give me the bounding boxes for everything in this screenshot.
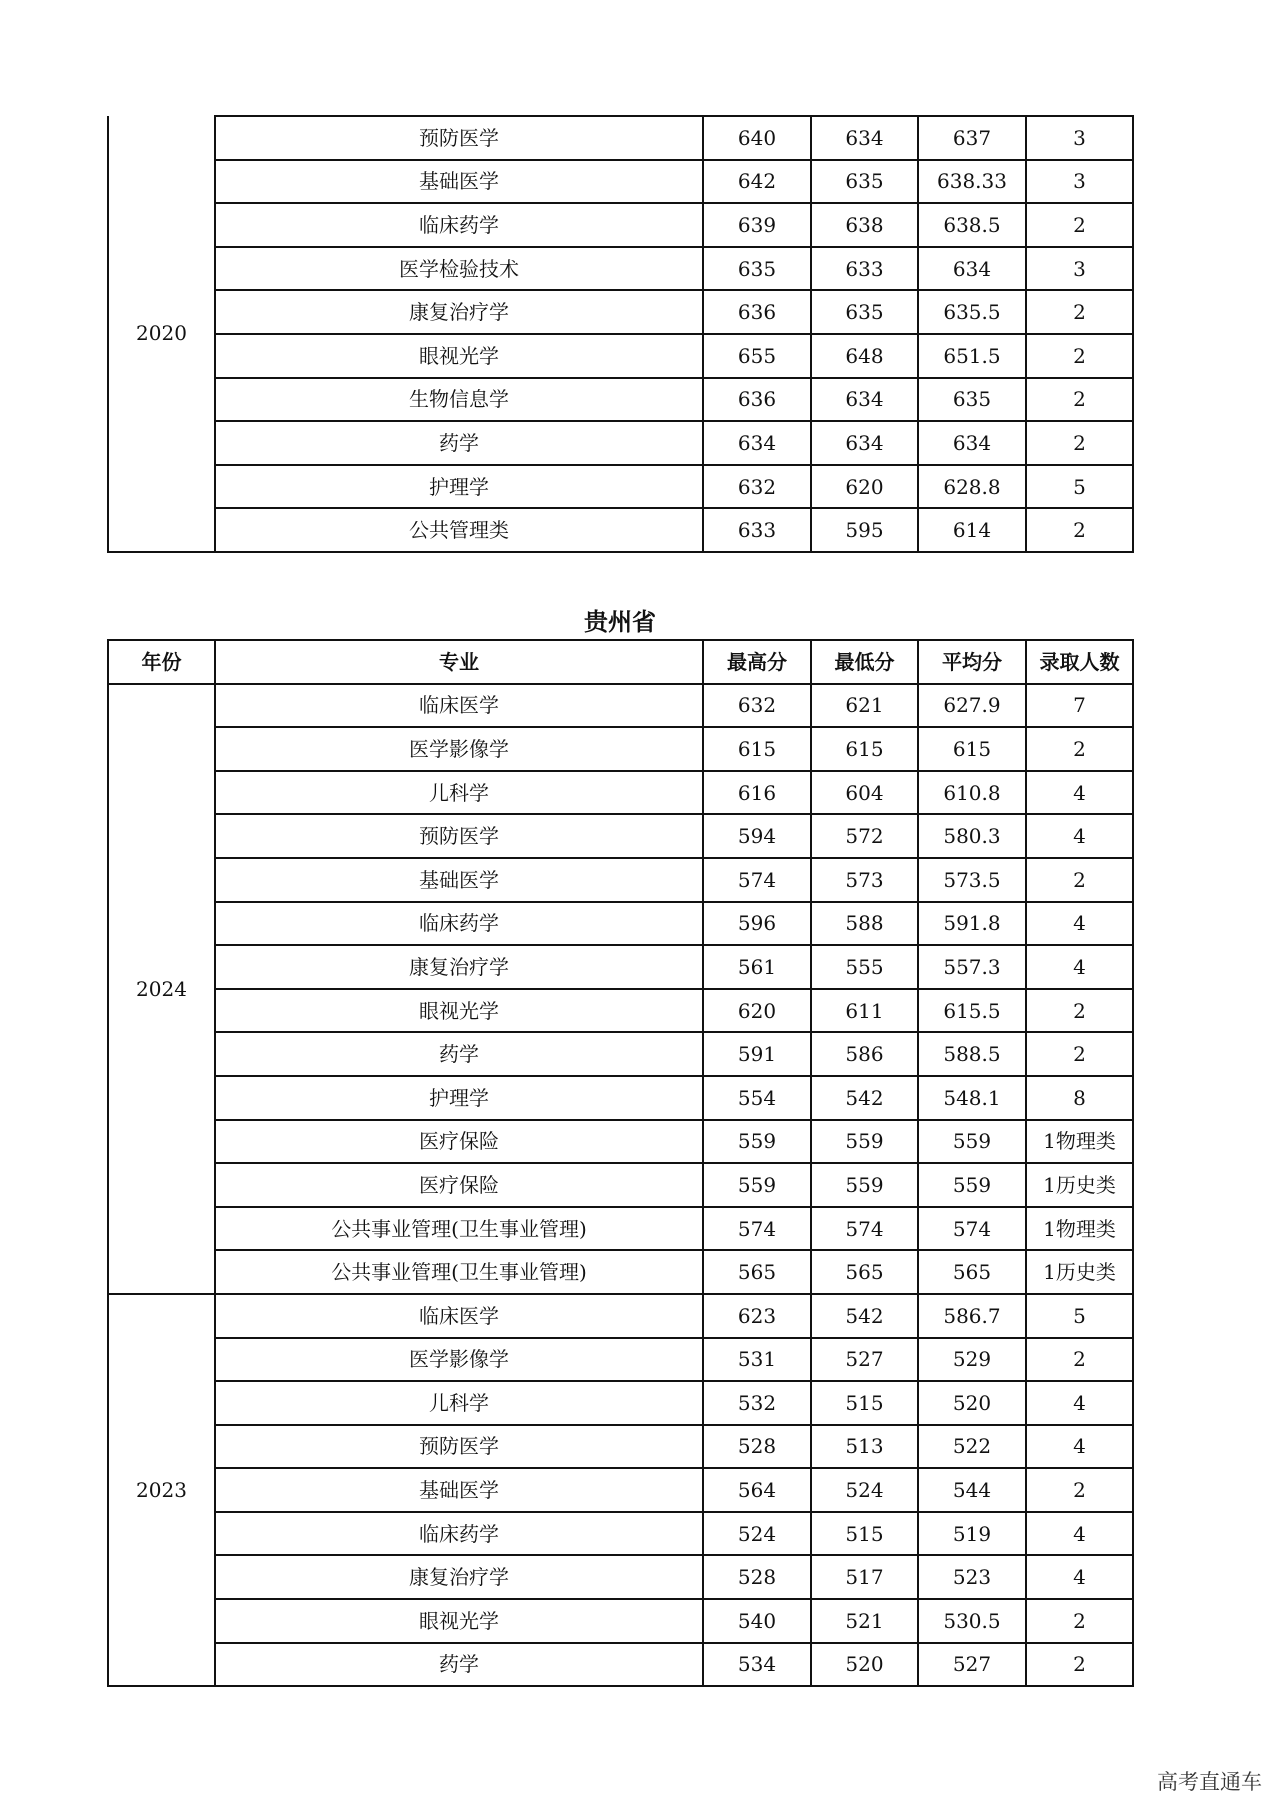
cell-major: 药学: [215, 421, 703, 465]
table-row: [108, 203, 1133, 247]
table-row: [108, 771, 1133, 815]
table-row: [108, 290, 1133, 334]
cell-max-score: 620: [703, 989, 811, 1033]
cell-min-score: 527: [811, 1338, 918, 1382]
cell-max-score: 633: [703, 508, 811, 552]
cell-max-score: 635: [703, 247, 811, 291]
header-max-score: 最高分: [703, 640, 811, 684]
cell-avg-score: 627.9: [918, 684, 1026, 728]
cell-admitted-count: 4: [1026, 771, 1133, 815]
cell-avg-score: 615: [918, 727, 1026, 771]
cell-min-score: 515: [811, 1381, 918, 1425]
cell-major: 公共事业管理(卫生事业管理): [215, 1250, 703, 1294]
cell-avg-score: 586.7: [918, 1294, 1026, 1338]
cell-min-score: 635: [811, 160, 918, 204]
table-row: [108, 1338, 1133, 1382]
cell-avg-score: 527: [918, 1643, 1026, 1687]
cell-min-score: 648: [811, 334, 918, 378]
cell-major: 临床药学: [215, 203, 703, 247]
cell-min-score: 573: [811, 858, 918, 902]
table-row: [108, 1643, 1133, 1687]
cell-major: 医疗保险: [215, 1120, 703, 1164]
cell-admitted-count: 2: [1026, 1032, 1133, 1076]
section-title: 贵州省: [584, 608, 656, 636]
table-row: [108, 1425, 1133, 1469]
cell-avg-score: 580.3: [918, 814, 1026, 858]
cell-avg-score: 591.8: [918, 902, 1026, 946]
cell-admitted-count: 5: [1026, 465, 1133, 509]
cell-max-score: 565: [703, 1250, 811, 1294]
cell-min-score: 572: [811, 814, 918, 858]
cell-major: 眼视光学: [215, 334, 703, 378]
cell-max-score: 615: [703, 727, 811, 771]
table-row: [108, 1250, 1133, 1294]
cell-admitted-count: 4: [1026, 814, 1133, 858]
cell-admitted-count: 4: [1026, 945, 1133, 989]
cell-admitted-count: 2: [1026, 1599, 1133, 1643]
cell-major: 眼视光学: [215, 1599, 703, 1643]
cell-major: 预防医学: [215, 116, 703, 160]
cell-max-score: 532: [703, 1381, 811, 1425]
cell-major: 医学影像学: [215, 727, 703, 771]
cell-avg-score: 559: [918, 1120, 1026, 1164]
cell-avg-score: 588.5: [918, 1032, 1026, 1076]
cell-admitted-count: 2: [1026, 203, 1133, 247]
cell-max-score: 559: [703, 1120, 811, 1164]
cell-major: 医学检验技术: [215, 247, 703, 291]
cell-admitted-count: 2: [1026, 858, 1133, 902]
header-major: 专业: [215, 640, 703, 684]
header-year: 年份: [108, 640, 215, 684]
watermark: 高考直通车: [1157, 1770, 1262, 1794]
cell-min-score: 611: [811, 989, 918, 1033]
cell-major: 临床药学: [215, 1512, 703, 1556]
cell-max-score: 594: [703, 814, 811, 858]
cell-min-score: 604: [811, 771, 918, 815]
cell-avg-score: 557.3: [918, 945, 1026, 989]
cell-min-score: 634: [811, 116, 918, 160]
cell-avg-score: 635: [918, 378, 1026, 422]
cell-admitted-count: 1物理类: [1026, 1120, 1133, 1164]
table-row: [108, 902, 1133, 946]
cell-min-score: 634: [811, 378, 918, 422]
cell-major: 临床药学: [215, 902, 703, 946]
cell-admitted-count: 2: [1026, 421, 1133, 465]
table-row: [108, 1163, 1133, 1207]
table-row: [108, 508, 1133, 552]
cell-admitted-count: 5: [1026, 1294, 1133, 1338]
cell-major: 康复治疗学: [215, 290, 703, 334]
cell-avg-score: 638.33: [918, 160, 1026, 204]
cell-avg-score: 530.5: [918, 1599, 1026, 1643]
header-min-score: 最低分: [811, 640, 918, 684]
cell-avg-score: 634: [918, 247, 1026, 291]
table-row: [108, 1032, 1133, 1076]
cell-avg-score: 523: [918, 1555, 1026, 1599]
cell-min-score: 595: [811, 508, 918, 552]
cell-min-score: 521: [811, 1599, 918, 1643]
cell-min-score: 517: [811, 1555, 918, 1599]
cell-avg-score: 559: [918, 1163, 1026, 1207]
cell-year: 2024: [108, 684, 215, 1294]
cell-max-score: 632: [703, 684, 811, 728]
cell-admitted-count: 1物理类: [1026, 1207, 1133, 1251]
cell-major: 公共事业管理(卫生事业管理): [215, 1207, 703, 1251]
cell-avg-score: 519: [918, 1512, 1026, 1556]
cell-major: 护理学: [215, 465, 703, 509]
cell-major: 医疗保险: [215, 1163, 703, 1207]
cell-admitted-count: 2: [1026, 290, 1133, 334]
cell-max-score: 531: [703, 1338, 811, 1382]
cell-max-score: 596: [703, 902, 811, 946]
cell-admitted-count: 1历史类: [1026, 1250, 1133, 1294]
cell-max-score: 561: [703, 945, 811, 989]
cell-major: 预防医学: [215, 1425, 703, 1469]
table-row: [108, 116, 1133, 160]
cell-min-score: 588: [811, 902, 918, 946]
cell-major: 公共管理类: [215, 508, 703, 552]
cell-admitted-count: 3: [1026, 160, 1133, 204]
cell-major: 临床医学: [215, 1294, 703, 1338]
table-row: [108, 1599, 1133, 1643]
cell-major: 药学: [215, 1643, 703, 1687]
cell-max-score: 640: [703, 116, 811, 160]
cell-max-score: 636: [703, 378, 811, 422]
table-row: [108, 1555, 1133, 1599]
cell-avg-score: 651.5: [918, 334, 1026, 378]
cell-avg-score: 628.8: [918, 465, 1026, 509]
table-row: [108, 378, 1133, 422]
table-row: [108, 989, 1133, 1033]
cell-avg-score: 635.5: [918, 290, 1026, 334]
cell-major: 基础医学: [215, 1468, 703, 1512]
cell-avg-score: 522: [918, 1425, 1026, 1469]
cell-avg-score: 544: [918, 1468, 1026, 1512]
cell-max-score: 528: [703, 1425, 811, 1469]
cell-min-score: 620: [811, 465, 918, 509]
header-admitted-count: 录取人数: [1026, 640, 1133, 684]
table-row: [108, 1381, 1133, 1425]
cell-min-score: 638: [811, 203, 918, 247]
cell-min-score: 565: [811, 1250, 918, 1294]
cell-max-score: 528: [703, 1555, 811, 1599]
cell-admitted-count: 2: [1026, 508, 1133, 552]
cell-max-score: 564: [703, 1468, 811, 1512]
cell-max-score: 554: [703, 1076, 811, 1120]
cell-major: 眼视光学: [215, 989, 703, 1033]
cell-admitted-count: 4: [1026, 1425, 1133, 1469]
cell-max-score: 632: [703, 465, 811, 509]
cell-avg-score: 614: [918, 508, 1026, 552]
cell-max-score: 559: [703, 1163, 811, 1207]
cell-min-score: 634: [811, 421, 918, 465]
cell-min-score: 635: [811, 290, 918, 334]
table-row: [108, 1076, 1133, 1120]
table-row: [108, 1512, 1133, 1556]
cell-admitted-count: 2: [1026, 989, 1133, 1033]
cell-admitted-count: 3: [1026, 247, 1133, 291]
table-row: [108, 814, 1133, 858]
cell-max-score: 574: [703, 1207, 811, 1251]
guizhou-admission-table: [107, 639, 1134, 1687]
cell-max-score: 642: [703, 160, 811, 204]
cell-max-score: 639: [703, 203, 811, 247]
cell-admitted-count: 2: [1026, 727, 1133, 771]
cell-major: 生物信息学: [215, 378, 703, 422]
cell-max-score: 540: [703, 1599, 811, 1643]
cell-min-score: 542: [811, 1076, 918, 1120]
cell-major: 医学影像学: [215, 1338, 703, 1382]
cell-admitted-count: 2: [1026, 334, 1133, 378]
cell-min-score: 524: [811, 1468, 918, 1512]
cell-max-score: 636: [703, 290, 811, 334]
table-row: [108, 1294, 1133, 1338]
table-header-row: [108, 640, 1133, 684]
cell-admitted-count: 7: [1026, 684, 1133, 728]
cell-major: 基础医学: [215, 858, 703, 902]
cell-max-score: 623: [703, 1294, 811, 1338]
cell-max-score: 534: [703, 1643, 811, 1687]
cell-min-score: 520: [811, 1643, 918, 1687]
table-row: [108, 247, 1133, 291]
cell-year: 2023: [108, 1294, 215, 1686]
header-avg-score: 平均分: [918, 640, 1026, 684]
cell-major: 康复治疗学: [215, 945, 703, 989]
cell-min-score: 542: [811, 1294, 918, 1338]
table-row: [108, 1207, 1133, 1251]
cell-major: 儿科学: [215, 771, 703, 815]
cell-avg-score: 634: [918, 421, 1026, 465]
cell-admitted-count: 4: [1026, 1381, 1133, 1425]
table-row: [108, 858, 1133, 902]
cell-max-score: 616: [703, 771, 811, 815]
cell-avg-score: 565: [918, 1250, 1026, 1294]
cell-avg-score: 615.5: [918, 989, 1026, 1033]
admission-table-continued: [107, 115, 1134, 553]
cell-admitted-count: 2: [1026, 1338, 1133, 1382]
cell-min-score: 515: [811, 1512, 918, 1556]
cell-min-score: 559: [811, 1120, 918, 1164]
cell-avg-score: 573.5: [918, 858, 1026, 902]
cell-admitted-count: 8: [1026, 1076, 1133, 1120]
cell-max-score: 574: [703, 858, 811, 902]
table-row: [108, 334, 1133, 378]
cell-major: 药学: [215, 1032, 703, 1076]
cell-max-score: 591: [703, 1032, 811, 1076]
cell-min-score: 621: [811, 684, 918, 728]
cell-min-score: 586: [811, 1032, 918, 1076]
cell-major: 康复治疗学: [215, 1555, 703, 1599]
table-row: [108, 465, 1133, 509]
cell-admitted-count: 2: [1026, 1468, 1133, 1512]
cell-major: 基础医学: [215, 160, 703, 204]
cell-avg-score: 548.1: [918, 1076, 1026, 1120]
table-row: [108, 160, 1133, 204]
cell-avg-score: 637: [918, 116, 1026, 160]
cell-admitted-count: 2: [1026, 1643, 1133, 1687]
table-row: [108, 1120, 1133, 1164]
cell-max-score: 634: [703, 421, 811, 465]
cell-admitted-count: 3: [1026, 116, 1133, 160]
table-row: [108, 727, 1133, 771]
table-row: [108, 421, 1133, 465]
cell-min-score: 555: [811, 945, 918, 989]
cell-major: 临床医学: [215, 684, 703, 728]
cell-min-score: 633: [811, 247, 918, 291]
cell-major: 儿科学: [215, 1381, 703, 1425]
cell-avg-score: 529: [918, 1338, 1026, 1382]
table-row: [108, 684, 1133, 728]
cell-admitted-count: 4: [1026, 1555, 1133, 1599]
cell-major: 预防医学: [215, 814, 703, 858]
table-row: [108, 1468, 1133, 1512]
table-row: [108, 945, 1133, 989]
cell-max-score: 655: [703, 334, 811, 378]
cell-min-score: 574: [811, 1207, 918, 1251]
cell-admitted-count: 4: [1026, 902, 1133, 946]
cell-avg-score: 520: [918, 1381, 1026, 1425]
cell-major: 护理学: [215, 1076, 703, 1120]
cell-avg-score: 638.5: [918, 203, 1026, 247]
cell-admitted-count: 1历史类: [1026, 1163, 1133, 1207]
cell-avg-score: 610.8: [918, 771, 1026, 815]
cell-min-score: 513: [811, 1425, 918, 1469]
cell-min-score: 559: [811, 1163, 918, 1207]
cell-year: 2020: [108, 116, 215, 552]
cell-admitted-count: 2: [1026, 378, 1133, 422]
cell-avg-score: 574: [918, 1207, 1026, 1251]
cell-max-score: 524: [703, 1512, 811, 1556]
cell-admitted-count: 4: [1026, 1512, 1133, 1556]
cell-min-score: 615: [811, 727, 918, 771]
